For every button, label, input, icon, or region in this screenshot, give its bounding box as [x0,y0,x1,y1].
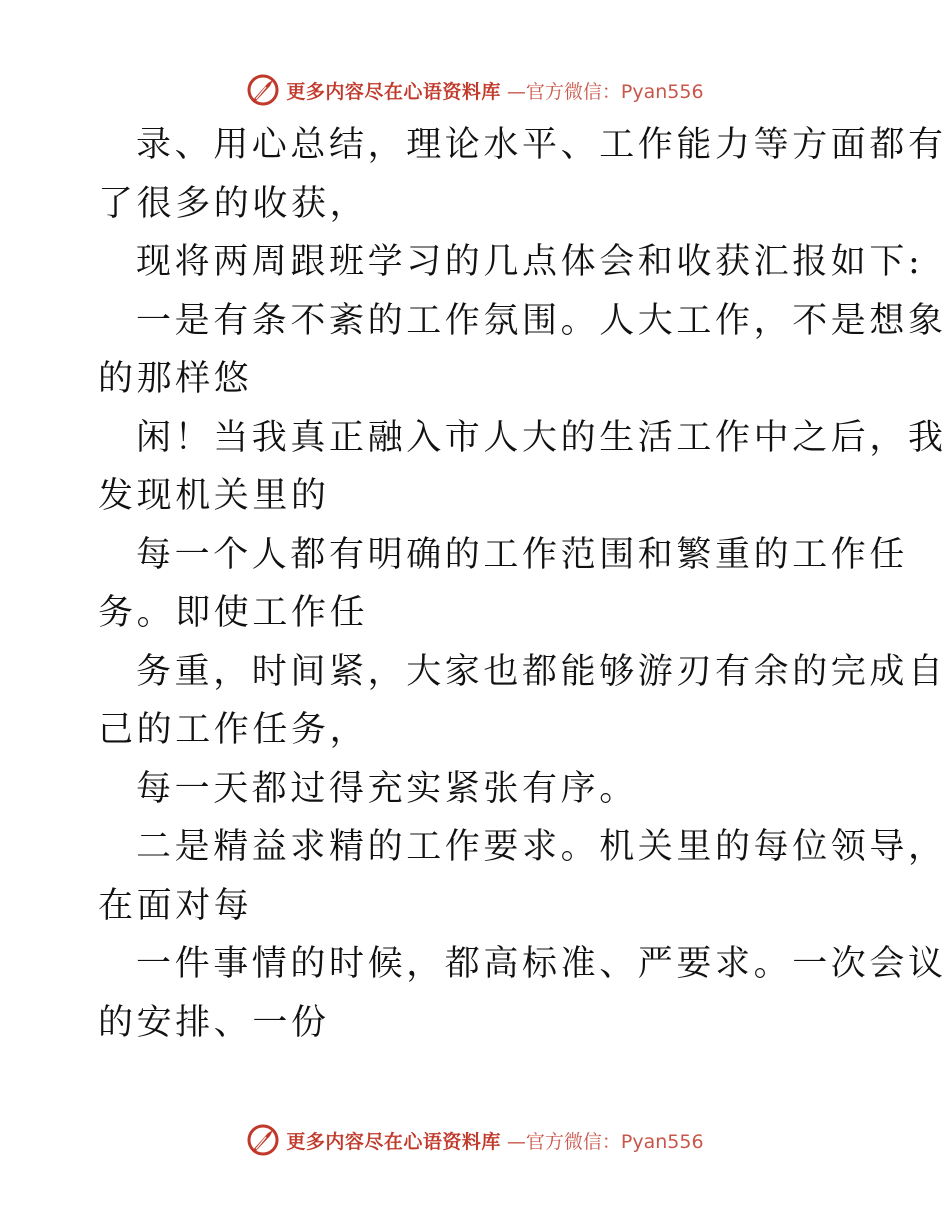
watermark-sub-text: —官方微信：Pyan556 [506,1130,704,1153]
quill-pen-circle-icon [246,73,280,107]
body-line: 发现机关里的 [98,476,330,516]
watermark-sub-text: —官方微信：Pyan556 [506,80,704,103]
quill-pen-circle-icon [246,1123,280,1157]
body-line: 现将两周跟班学习的几点体会和收获汇报如下: [136,242,924,282]
body-line: 每一个人都有明确的工作范围和繁重的工作任 [136,534,909,575]
footer-watermark [0,1120,950,1160]
body-line: 一是有条不紊的工作氛围。人大工作，不是想象 [136,300,947,341]
body-line: 的安排、一份 [98,1002,330,1043]
document-body [98,116,947,1052]
body-line: 了很多的收获， [98,183,369,224]
body-line: 录、用心总结，理论水平、工作能力等方面都有 [136,125,947,165]
body-line: 一件事情的时候，都高标准、严要求。一次会议 [136,944,947,984]
header-watermark [0,70,950,110]
body-line: 闲！当我真正融入市人大的生活工作中之后，我 [136,417,947,458]
body-line: 的那样悠 [98,359,253,399]
body-line: 务重，时间紧，大家也都能够游刃有余的完成自 [136,651,947,692]
body-line: 二是精益求精的工作要求。机关里的每位领导， [136,827,947,867]
body-line: 在面对每 [98,885,253,926]
body-line: 务。即使工作任 [98,593,369,633]
body-line: 每一天都过得充实紧张有序。 [136,768,638,809]
body-line: 己的工作任务， [98,710,369,750]
watermark-main-text: 更多内容尽在心语资料库 [286,80,501,103]
watermark-main-text: 更多内容尽在心语资料库 [286,1130,501,1153]
